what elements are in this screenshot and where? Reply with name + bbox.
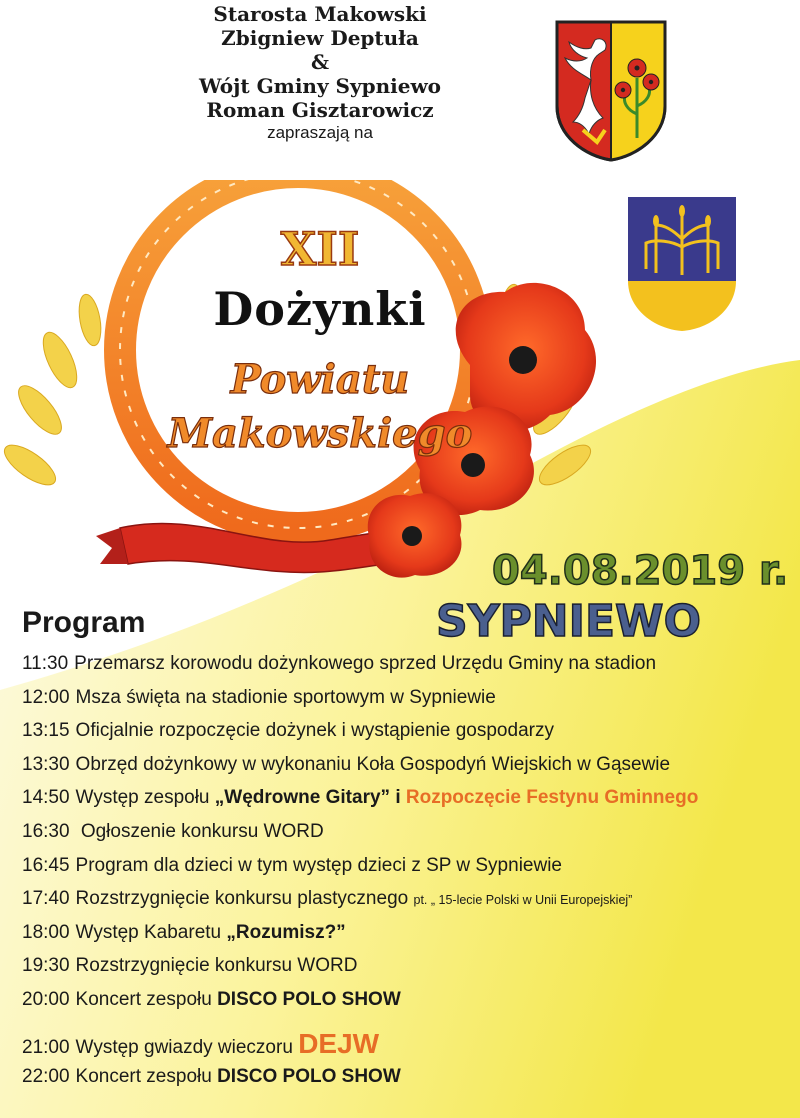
program-item (22, 1027, 792, 1064)
program-star-name: DEJW (298, 1027, 380, 1059)
event-subtitle-line2: Makowskiego (167, 410, 473, 457)
program-time: 21:00 (22, 1036, 70, 1058)
program-time: 16:30 (22, 820, 70, 842)
header-line-wojt: Wójt Gminy Sypniewo (198, 74, 442, 98)
edition-number: XII (280, 222, 360, 276)
program-item (22, 885, 792, 919)
program-item (22, 986, 792, 1020)
program-time: 13:15 (22, 720, 70, 742)
county-coat-of-arms-icon (553, 18, 669, 163)
program-band-name: „Rozumisz?” (226, 921, 346, 943)
program-note: pt. „ 15-lecie Polski w Unii Europejskiej” (413, 893, 633, 908)
program-text: Występ gwiazdy wieczoru (75, 1036, 293, 1058)
program-time: 12:00 (22, 686, 70, 708)
program-item (22, 784, 792, 818)
header-invite: zapraszają na (267, 123, 373, 142)
gmina-coat-of-arms-icon (626, 195, 738, 333)
program-text: Występ zespołu (75, 787, 210, 809)
event-title: Dożynki (213, 282, 427, 336)
program-item (22, 751, 792, 785)
program-band-name: „Wędrowne Gitary” (214, 787, 391, 809)
wheat-left-icon (0, 293, 104, 492)
program-time: 11:30 (22, 653, 69, 674)
program-band-name: DISCO POLO SHOW (217, 988, 401, 1010)
program-text: Koncert zespołu (75, 1066, 212, 1088)
program-time: 17:40 (22, 888, 70, 910)
header-line-starosta: Starosta Makowski (213, 2, 427, 26)
program-time: 14:50 (22, 787, 70, 809)
program-item (22, 1063, 792, 1097)
program-text: Występ Kabaretu (75, 921, 222, 943)
program-text: Program dla dzieci w tym występ dzieci z SP w Sypniewie (75, 854, 562, 876)
program-item (22, 684, 792, 718)
program-item (22, 952, 792, 986)
event-place: SYPNIEWO (436, 596, 701, 647)
program-heading: Program (22, 606, 146, 639)
program-text: Rozstrzygnięcie konkursu WORD (75, 955, 358, 977)
header-line-name2: Roman Gisztarowicz (206, 98, 434, 122)
program-text: Przemarsz korowodu dożynkowego sprzed Urzędu Gminy na stadion (74, 653, 657, 674)
program-time: 20:00 (22, 988, 70, 1010)
program-joiner: i (395, 787, 401, 809)
program-band-name: DISCO POLO SHOW (217, 1066, 401, 1088)
program-item (22, 717, 792, 751)
header-line-ampersand: & (310, 50, 330, 74)
program-time: 16:45 (22, 854, 70, 876)
program-time: 22:00 (22, 1066, 70, 1088)
program-item (22, 818, 792, 852)
program-text: Koncert zespołu (75, 988, 212, 1010)
program-highlight: Rozpoczęcie Festynu Gminnego (405, 787, 699, 809)
program-list (22, 650, 792, 1097)
program-item (22, 919, 792, 953)
program-text: Obrzęd dożynkowy w wykonaniu Koła Gospodyń Wiejskich w Gąsewie (75, 753, 671, 775)
event-subtitle-line1: Powiatu (230, 356, 410, 403)
program-text: Ogłoszenie konkursu WORD (80, 820, 324, 842)
header (170, 2, 470, 144)
program-item (22, 650, 792, 684)
program-time: 19:30 (22, 955, 70, 977)
program-text: Msza święta na stadionie sportowym w Sypniewie (75, 686, 496, 708)
program-text: Oficjalnie rozpoczęcie dożynek i wystąpienie gospodarzy (75, 720, 554, 742)
header-line-name1: Zbigniew Deptuła (221, 26, 419, 50)
program-text: Rozstrzygnięcie konkursu plastycznego (75, 888, 409, 910)
program-item (22, 852, 792, 886)
event-date: 04.08.2019 r. (492, 548, 789, 594)
program-time: 18:00 (22, 921, 70, 943)
program-time: 13:30 (22, 753, 70, 775)
